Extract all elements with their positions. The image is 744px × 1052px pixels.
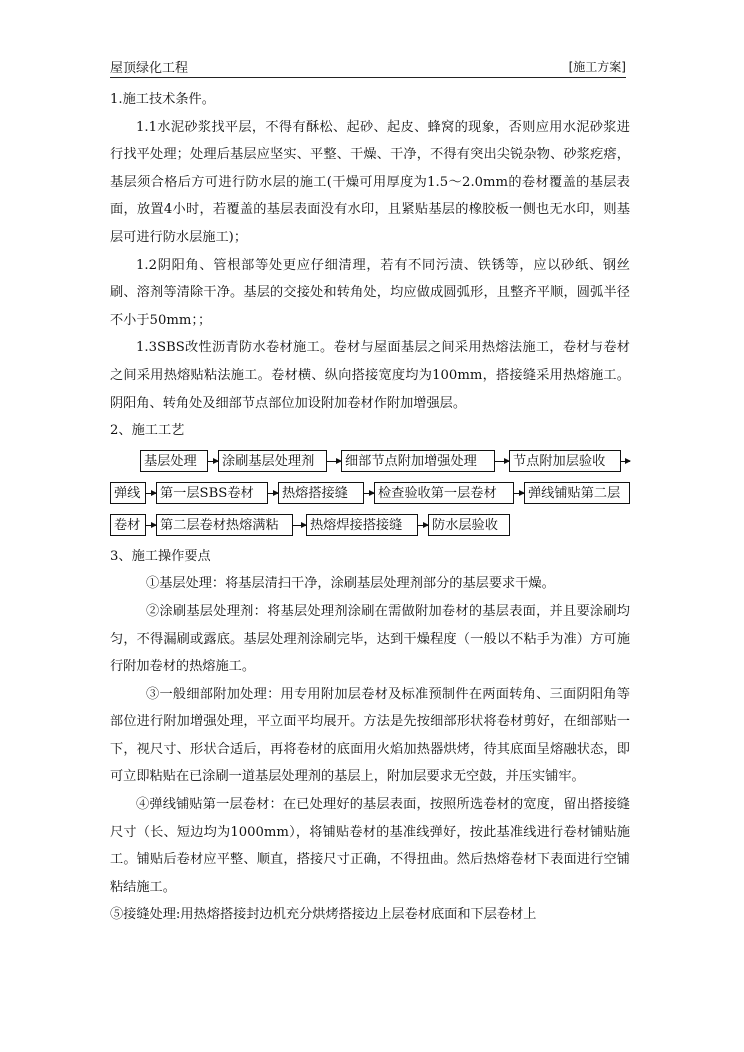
flow-step: 热熔搭接缝	[278, 482, 364, 504]
operation-point-1: ①基层处理：将基层清扫干净，涂刷基层处理剂部分的基层要求干燥。	[146, 576, 555, 592]
section-3-title: 3、施工操作要点	[110, 548, 211, 564]
flow-arrow	[268, 493, 278, 494]
flow-step: 细部节点附加增强处理	[341, 450, 495, 472]
flow-step: 卷材	[110, 514, 146, 536]
flow-step: 弹线铺贴第二层	[524, 482, 630, 504]
header-rule	[110, 77, 626, 78]
flow-row-1	[110, 448, 630, 477]
flow-step: 热熔焊接搭接缝	[306, 514, 418, 536]
paragraph-1-3: 1.3SBS改性沥青防水卷材施工。卷材与屋面基层之间采用热熔法施工，卷材与卷材之间采用热熔贴粘法施工。卷材横、纵向搭接宽度均为100mm，搭接缝采用热熔施工。阴阳角、转角处及细部节点部位加设附加卷材作附加增强层。	[110, 340, 630, 411]
operation-point-2: ②涂刷基层处理剂：将基层处理剂涂刷在需做附加卷材的基层表面，并且要涂刷均匀，不得漏刷或露底。基层处理剂涂刷完毕，达到干燥程度（一般以不粘手为准）方可施行附加卷材的热熔施工。	[110, 603, 630, 675]
flow-step: 检查验收第一层卷材	[374, 482, 514, 504]
flow-row-2	[110, 480, 630, 509]
flow-arrow	[146, 493, 156, 494]
flow-arrow	[293, 525, 306, 526]
operation-point-3: ③一般细部附加处理：用专用附加层卷材及标准预制件在两面转角、三面阴阳角等部位进行附加增强处理，平立面平均展开。方法是先按细部形状将卷材剪好，在细部贴一下，视尺寸、形状合适后，再将卷材的底面用火焰加热器烘烤，待其底面呈熔融状态，即可立即粘贴在已涂刷一道基层处理剂的基层上，附加层要求无空鼓，并压实铺牢。	[110, 686, 630, 785]
flow-arrow	[364, 493, 374, 494]
section-1-title: 1.施工技术条件。	[110, 92, 215, 107]
flow-step: 涂刷基层处理剂	[218, 450, 327, 472]
flow-step: 基层处理	[140, 450, 208, 472]
header-tag: [施工方案]	[568, 60, 626, 74]
operation-point-5: ⑤接缝处理:用热熔搭接封边机充分烘烤搭接边上层卷材底面和下层卷材上	[110, 907, 537, 923]
flow-arrow	[327, 461, 341, 462]
flow-arrow	[621, 461, 630, 462]
document-body	[110, 86, 630, 929]
flow-arrow	[146, 525, 156, 526]
flow-step: 第二层卷材热熔满粘	[156, 514, 293, 536]
paragraph-1-1: 1.1水泥砂浆找平层，不得有酥松、起砂、起皮、蜂窝的现象，否则应用水泥砂浆进行找平处理；处理后基层应坚实、平整、干燥、干净，不得有突出尖锐杂物、砂浆疙瘩，基层须合格后方可进行防水层的施工(干燥可用厚度为1.5～2.0mm的卷材覆盖的基层表面，放置4小时，若覆盖的基层表面没有水印，且紧贴基层的橡胶板一侧也无水印，则基层可进行防水层施工)；	[110, 119, 630, 245]
flow-row-3	[110, 512, 630, 541]
flow-arrow	[495, 461, 509, 462]
flow-step: 防水层验收	[428, 514, 510, 536]
flow-arrow	[418, 525, 428, 526]
flow-step: 弹线	[110, 482, 146, 504]
section-2-title: 2、施工工艺	[110, 423, 185, 439]
flow-arrow	[208, 461, 218, 462]
flow-arrow	[514, 493, 524, 494]
paragraph-1-2: 1.2阴阳角、管根部等处更应仔细清理，若有不同污渍、铁锈等，应以砂纸、钢丝刷、溶剂等清除干净。基层的交接处和转角处，均应做成圆弧形，且整齐平顺，圆弧半径不小于50mm；；	[110, 257, 630, 328]
flow-step: 节点附加层验收	[509, 450, 621, 472]
header-title: 屋顶绿化工程	[110, 61, 189, 76]
flow-step: 第一层SBS卷材	[156, 482, 268, 504]
operation-point-4: ④弹线铺贴第一层卷材：在已处理好的基层表面，按照所选卷材的宽度，留出搭接缝尺寸（长、短边均为1000mm），将铺贴卷材的基准线弹好，按此基准线进行卷材铺贴施工。铺贴后卷材应平整、顺直，搭接尺寸正确，不得扭曲。然后热熔卷材下表面进行空铺粘结施工。	[110, 797, 630, 895]
